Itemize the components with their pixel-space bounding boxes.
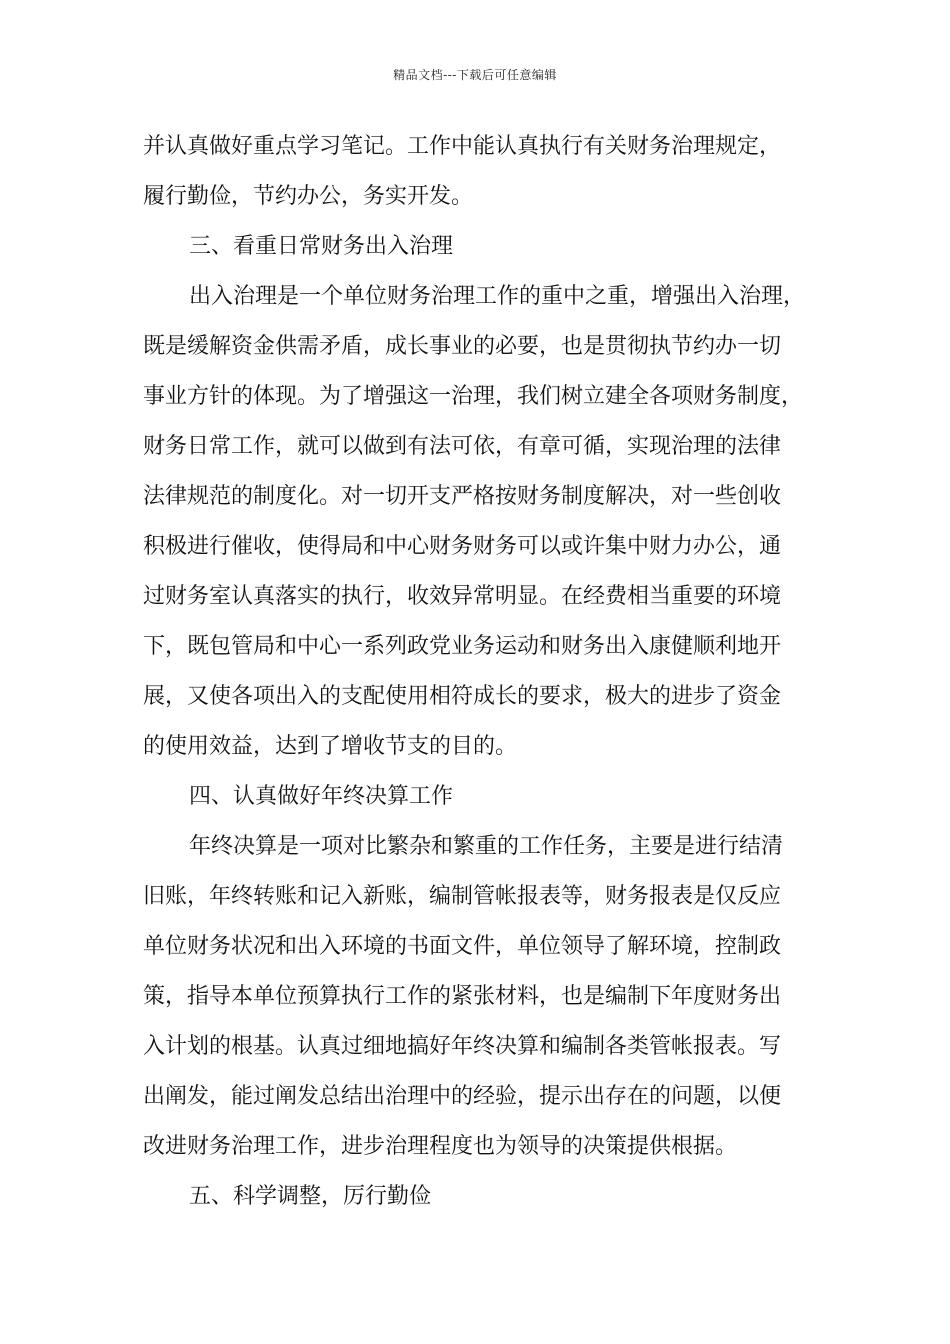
body-line: 单位财务状况和出入环境的书面文件，单位领导了解环境，控制政 — [143, 934, 782, 959]
section-heading: 四、认真做好年终决算工作 — [189, 784, 454, 809]
body-line: 事业方针的体现。为了增强这一治理，我们树立建全各项财务制度， — [143, 384, 804, 409]
section-heading: 三、看重日常财务出入治理 — [189, 234, 454, 259]
body-line: 积极进行催收，使得局和中心财务财务可以或许集中财力办公，通 — [143, 534, 782, 559]
body-line: 法律规范的制度化。对一切开支严格按财务制度解决，对一些创收 — [143, 484, 782, 509]
body-line: 旧账，年终转账和记入新账，编制管帐报表等，财务报表是仅反应 — [143, 884, 782, 909]
body-line: 出入治理是一个单位财务治理工作的重中之重，增强出入治理， — [189, 284, 806, 309]
body-line: 并认真做好重点学习笔记。工作中能认真执行有关财务治理规定， — [143, 134, 782, 159]
section-heading: 五、科学调整，厉行勤俭 — [189, 1184, 432, 1209]
body-line: 既是缓解资金供需矛盾，成长事业的必要，也是贯彻执节约办一切 — [143, 334, 782, 359]
document-body — [143, 122, 833, 1222]
body-line: 的使用效益，达到了增收节支的目的。 — [143, 734, 518, 759]
body-line: 出阐发，能过阐发总结出治理中的经验，提示出存在的问题，以便 — [143, 1084, 782, 1109]
body-line: 改进财务治理工作，进步治理程度也为领导的决策提供根据。 — [143, 1134, 738, 1159]
body-line: 年终决算是一项对比繁杂和繁重的工作任务，主要是进行结清 — [189, 834, 784, 859]
body-line: 策，指导本单位预算执行工作的紧张材料，也是编制下年度财务出 — [143, 984, 782, 1009]
page-header: 精品文档---下载后可任意编辑 — [393, 68, 557, 82]
body-line: 履行勤俭，节约办公，务实开发。 — [143, 184, 474, 209]
body-line: 入计划的根基。认真过细地搞好年终决算和编制各类管帐报表。写 — [143, 1034, 782, 1059]
body-line: 下，既包管局和中心一系列政党业务运动和财务出入康健顺利地开 — [143, 634, 782, 659]
body-line: 过财务室认真落实的执行，收效异常明显。在经费相当重要的环境 — [143, 584, 782, 609]
body-line: 展，又使各项出入的支配使用相符成长的要求，极大的进步了资金 — [143, 684, 782, 709]
body-line: 财务日常工作，就可以做到有法可依，有章可循，实现治理的法律 — [143, 434, 782, 459]
